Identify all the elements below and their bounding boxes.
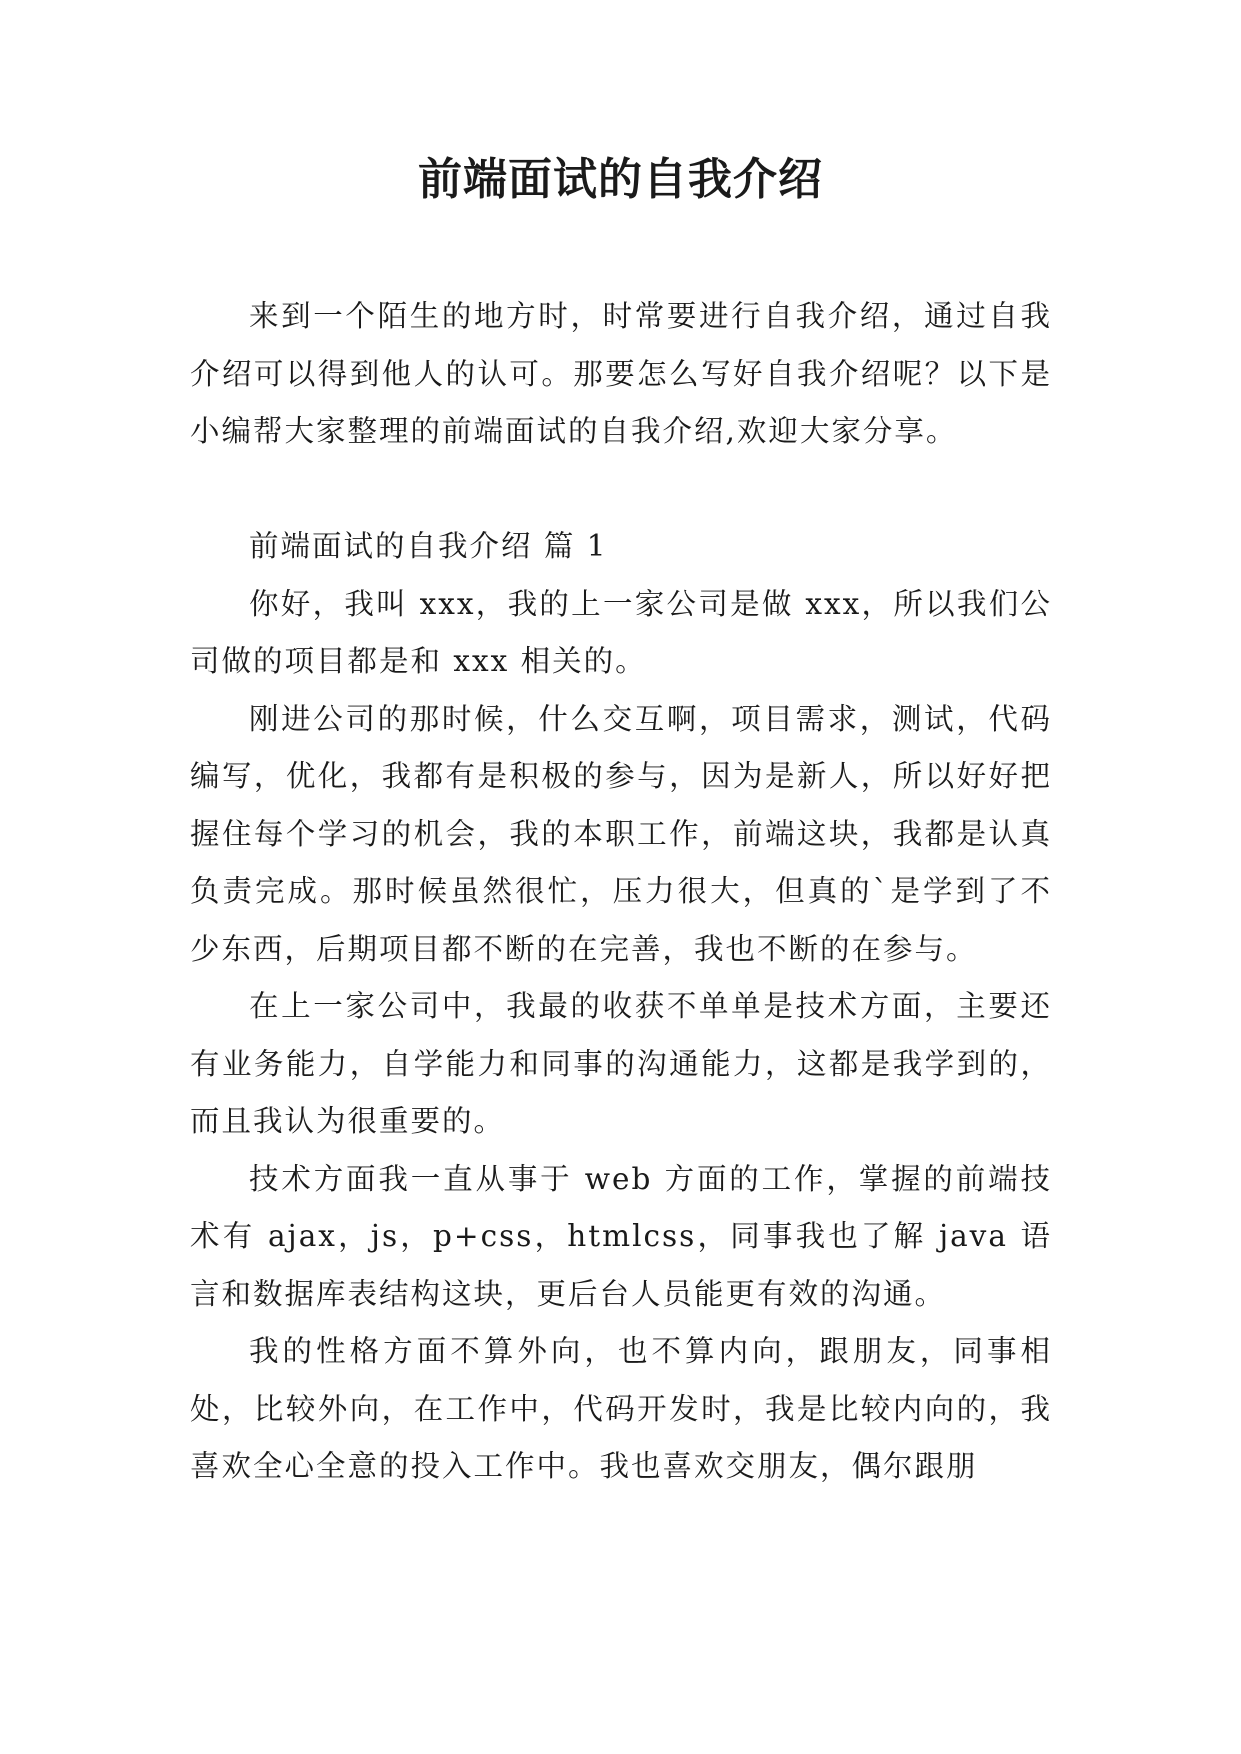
body-paragraph: 你好，我叫 xxx，我的上一家公司是做 xxx，所以我们公司做的项目都是和 xxx 相关的。: [190, 586, 1052, 678]
body-paragraph: 我的性格方面不算外向，也不算内向，跟朋友，同事相处，比较外向，在工作中，代码开发时，我是比较内向的，我喜欢全心全意的投入工作中。我也喜欢交朋友，偶尔跟朋: [190, 1334, 1052, 1483]
body-paragraph: 在上一家公司中，我最的收获不单单是技术方面，主要还有业务能力，自学能力和同事的沟通能力，这都是我学到的，而且我认为很重要的。: [190, 989, 1052, 1138]
body-paragraph: 技术方面我一直从事于 web 方面的工作，掌握的前端技术有 ajax，js，p+css，htmlcss，同事我也了解 java 语言和数据库表结构这块，更后台人员能更有效的沟通。: [190, 1161, 1052, 1311]
document-body: [190, 288, 1052, 1496]
intro-paragraph: 来到一个陌生的地方时，时常要进行自我介绍，通过自我介绍可以得到他人的认可。那要怎么写好自我介绍呢？以下是小编帮大家整理的前端面试的自我介绍,欢迎大家分享。: [190, 299, 1052, 448]
body-paragraph: 刚进公司的那时候，什么交互啊，项目需求，测试，代码编写，优化，我都有是积极的参与，因为是新人，所以好好把握住每个学习的机会，我的本职工作，前端这块，我都是认真负责完成。那时候虽然很忙，压力很大，但真的`是学到了不少东西，后期项目都不断的在完善，我也不断的在参与。: [190, 701, 1052, 966]
document-title: 前端面试的自我介绍: [418, 154, 823, 205]
section-heading: 前端面试的自我介绍 篇 1: [249, 529, 608, 563]
